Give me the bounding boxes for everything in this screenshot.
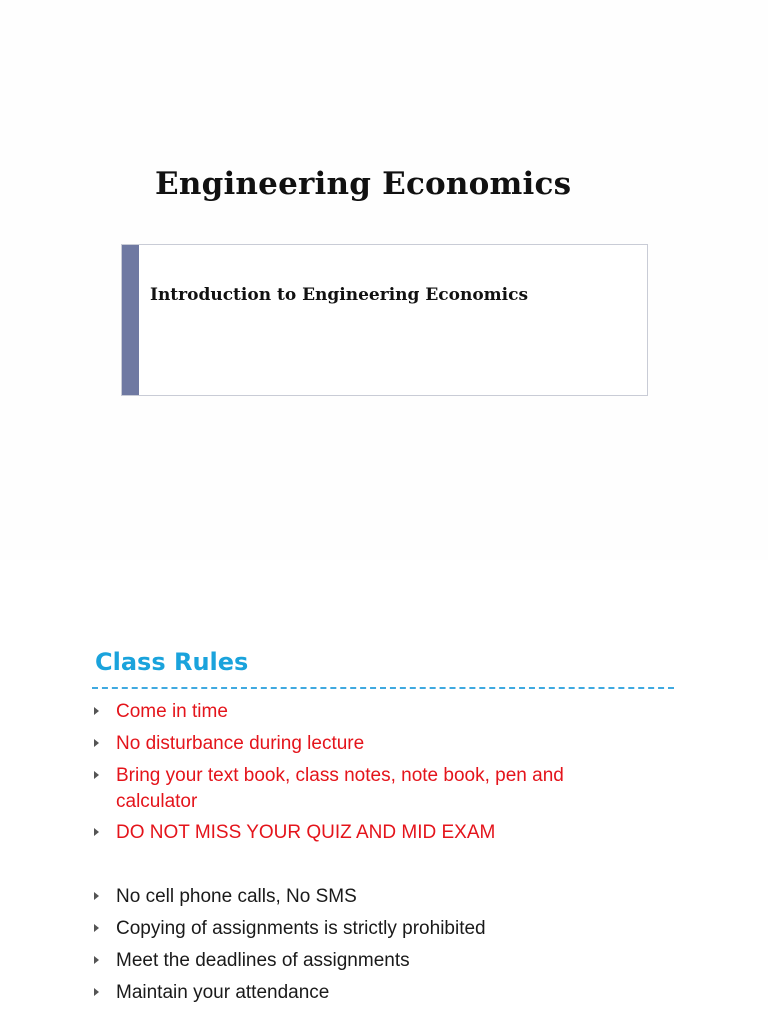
bullet-arrow-icon xyxy=(94,707,99,715)
rule-text: No cell phone calls, No SMS xyxy=(116,886,357,907)
subtitle-box xyxy=(121,244,648,396)
slide-class-rules xyxy=(0,590,768,1024)
rule-text: Maintain your attendance xyxy=(116,982,330,1003)
rule-text: calculator xyxy=(116,791,198,812)
subtitle-accent-bar xyxy=(122,245,139,395)
slide-subtitle: Introduction to Engineering Economics xyxy=(150,285,529,305)
rule-text: No disturbance during lecture xyxy=(116,733,365,754)
bullet-arrow-icon xyxy=(94,988,99,996)
rule-text: Meet the deadlines of assignments xyxy=(116,950,410,971)
bullet-arrow-icon xyxy=(94,956,99,964)
rule-text: Bring your text book, class notes, note book, pen and xyxy=(116,765,564,786)
rule-text: Come in time xyxy=(116,701,228,722)
class-rules-heading: Class Rules xyxy=(95,648,249,676)
bullet-arrow-icon xyxy=(94,771,99,779)
bullet-arrow-icon xyxy=(94,924,99,932)
bullet-arrow-icon xyxy=(94,739,99,747)
rule-text: Copying of assignments is strictly prohibited xyxy=(116,918,486,939)
heading-divider xyxy=(92,687,674,689)
slide-title-heading: Engineering Economics xyxy=(155,166,572,202)
bullet-arrow-icon xyxy=(94,828,99,836)
rule-text: DO NOT MISS YOUR QUIZ AND MID EXAM xyxy=(116,822,496,843)
bullet-arrow-icon xyxy=(94,892,99,900)
